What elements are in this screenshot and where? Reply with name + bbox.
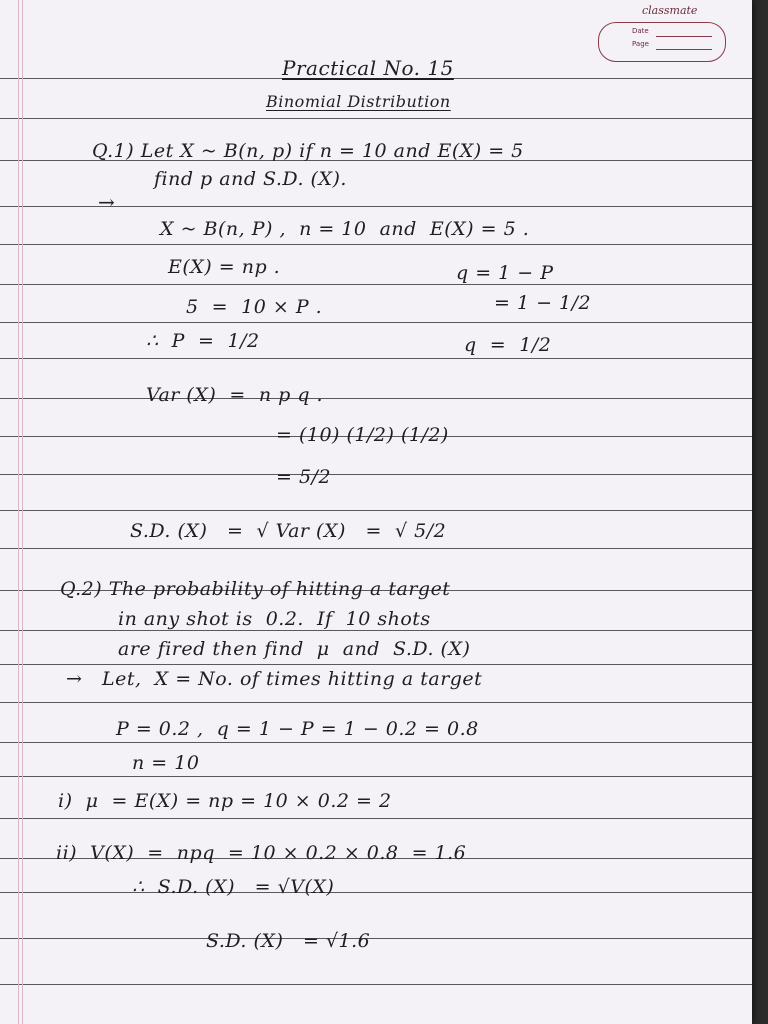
q2-question-line2: in any shot is 0.2. If 10 shots bbox=[118, 608, 431, 630]
page-title: Practical No. 15 bbox=[282, 56, 454, 80]
ruled-line bbox=[0, 244, 752, 245]
q2-step: S.D. (X) = √1.6 bbox=[206, 930, 371, 952]
ruled-line bbox=[0, 938, 752, 939]
q2-question-line1: Q.2) The probability of hitting a target bbox=[60, 578, 451, 600]
margin-line bbox=[18, 0, 19, 1024]
q1-step: S.D. (X) = √ Var (X) = √ 5/2 bbox=[130, 520, 447, 542]
arrow-icon: → bbox=[98, 190, 116, 214]
ruled-line bbox=[0, 398, 752, 399]
ruled-line bbox=[0, 510, 752, 511]
q1-step: = 1 − 1/2 bbox=[494, 292, 592, 314]
ruled-line bbox=[0, 358, 752, 359]
ruled-line bbox=[0, 818, 752, 819]
date-label: Date bbox=[632, 27, 649, 35]
q1-step: 5 = 10 × P . bbox=[186, 296, 323, 318]
brand-name: classmate bbox=[642, 4, 698, 17]
q1-step: E(X) = np . bbox=[168, 256, 281, 278]
q2-step: ii) V(X) = npq = 10 × 0.2 × 0.8 = 1.6 bbox=[56, 842, 467, 864]
q2-step: i) μ = E(X) = np = 10 × 0.2 = 2 bbox=[58, 790, 392, 812]
page-label: Page bbox=[632, 40, 649, 48]
q2-question-line3: are fired then find μ and S.D. (X) bbox=[118, 638, 471, 660]
page-subtitle: Binomial Distribution bbox=[266, 92, 451, 111]
q1-step: = 5/2 bbox=[276, 466, 332, 488]
q2-answer-intro: → Let, X = No. of times hitting a target bbox=[66, 668, 483, 690]
q2-step: ∴ S.D. (X) = √V(X) bbox=[132, 876, 335, 898]
ruled-line bbox=[0, 118, 752, 119]
q2-step: n = 10 bbox=[132, 752, 200, 774]
q1-step: ∴ P = 1/2 bbox=[146, 330, 260, 352]
ruled-line bbox=[0, 776, 752, 777]
page-line bbox=[656, 49, 712, 50]
q2-step: P = 0.2 , q = 1 − P = 1 − 0.2 = 0.8 bbox=[116, 718, 479, 740]
q1-step: Var (X) = n p q . bbox=[146, 384, 324, 406]
q1-question-line2: find p and S.D. (X). bbox=[154, 168, 347, 190]
q1-question-line1: Q.1) Let X ~ B(n, p) if n = 10 and E(X) = 5 bbox=[92, 140, 524, 162]
ruled-line bbox=[0, 322, 752, 323]
ruled-line bbox=[0, 284, 752, 285]
ruled-line bbox=[0, 702, 752, 703]
ruled-line bbox=[0, 630, 752, 631]
classmate-logo bbox=[598, 4, 730, 62]
ruled-line bbox=[0, 548, 752, 549]
date-line bbox=[656, 36, 712, 37]
ruled-line bbox=[0, 664, 752, 665]
date-page-box bbox=[598, 22, 726, 62]
q1-step: q = 1/2 bbox=[464, 334, 552, 356]
q1-step: q = 1 − P bbox=[456, 262, 554, 284]
ruled-line bbox=[0, 892, 752, 893]
ruled-line bbox=[0, 984, 752, 985]
q1-step: X ~ B(n, P) , n = 10 and E(X) = 5 . bbox=[160, 218, 530, 240]
ruled-line bbox=[0, 742, 752, 743]
ruled-line bbox=[0, 474, 752, 475]
q1-step: = (10) (1/2) (1/2) bbox=[276, 424, 449, 446]
margin-line bbox=[22, 0, 23, 1024]
